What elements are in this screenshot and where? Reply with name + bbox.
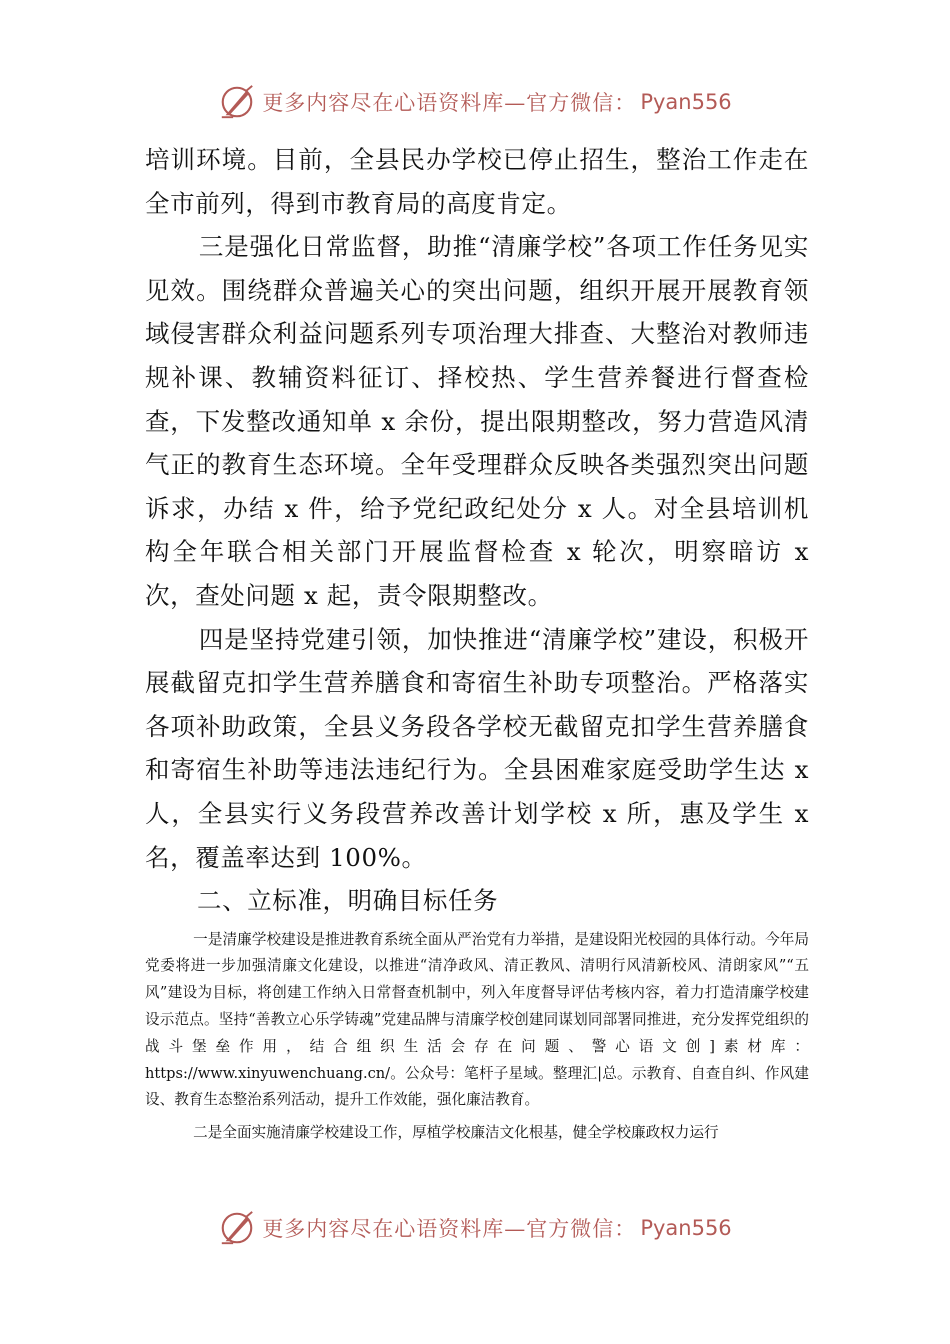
footer-banner bbox=[0, 1206, 950, 1250]
header-banner bbox=[0, 80, 950, 124]
banner-wechat-id: Pyan556 bbox=[640, 90, 732, 114]
quill-logo-icon bbox=[218, 83, 256, 121]
paragraph-1: 培训环境。目前，全县民办学校已停止招生，整治工作走在全市前列，得到市教育局的高度肯定。 bbox=[145, 145, 809, 218]
document-body bbox=[145, 138, 809, 1147]
section-heading: 二、立标准，明确目标任务 bbox=[197, 886, 499, 916]
banner-wechat-id: Pyan556 bbox=[640, 1216, 732, 1240]
small-paragraph-2: 二是全面实施清廉学校建设工作，厚植学校廉洁文化根基，健全学校廉政权力运行 bbox=[193, 1124, 719, 1142]
small-paragraph-1: 一是清廉学校建设是推进教育系统全面从严治党有力举措，是建设阳光校园的具体行动。今年局党委将进一步加强清廉文化建设，以推进“清净政风、清正教风、清明行风清新校风、清朗家风”“五风”建设为目标，将创建工作纳入日常督查机制中，列入年度督导评估考核内容，着力打造清廉学校建设示范点。坚持“善教立心乐学铸魂”党建品牌与清廉学校创建同谋划同部署同推进，充分发挥党组织的战斗堡垒作用，结合组织生活会存在问题、警心语文创]素材库：https://www.xinyuwenchuang.cn/。公众号：笔杆子星域。整理汇|总。示教育、自查自纠、作风建设、教育生态整治系列活动，提升工作效能，强化廉洁教育。 bbox=[145, 930, 809, 1109]
quill-logo-icon bbox=[218, 1209, 256, 1247]
banner-text: 更多内容尽在心语资料库—官方微信： bbox=[262, 1217, 637, 1241]
paragraph-2: 三是强化日常监督，助推“清廉学校”各项工作任务见实见效。围绕群众普遍关心的突出问题，组织开展开展教育领域侵害群众利益问题系列专项治理大排查、大整治对教师违规补课、教辅资料征订、择校热、学生营养餐进行督查检查，下发整改通知单 x 余份，提出限期整改，努力营造风清气正的教育生态环境。全年受理群众反映各类强烈突出问题诉求，办结 x 件，给予党纪政纪处分 x 人。对全县培训机构全年联合相关部门开展监督检查 x 轮次，明察暗访 x 次，查处问题 x 起，责令限期整改。 bbox=[145, 232, 809, 610]
banner-text: 更多内容尽在心语资料库—官方微信： bbox=[262, 91, 637, 115]
paragraph-3: 四是坚持党建引领，加快推进“清廉学校”建设，积极开展截留克扣学生营养膳食和寄宿生补助专项整治。严格落实各项补助政策，全县义务段各学校无截留克扣学生营养膳食和寄宿生补助等违法违纪行为。全县困难家庭受助学生达 x 人，全县实行义务段营养改善计划学校 x 所，惠及学生 x 名，覆盖率达到 100%。 bbox=[145, 624, 809, 872]
